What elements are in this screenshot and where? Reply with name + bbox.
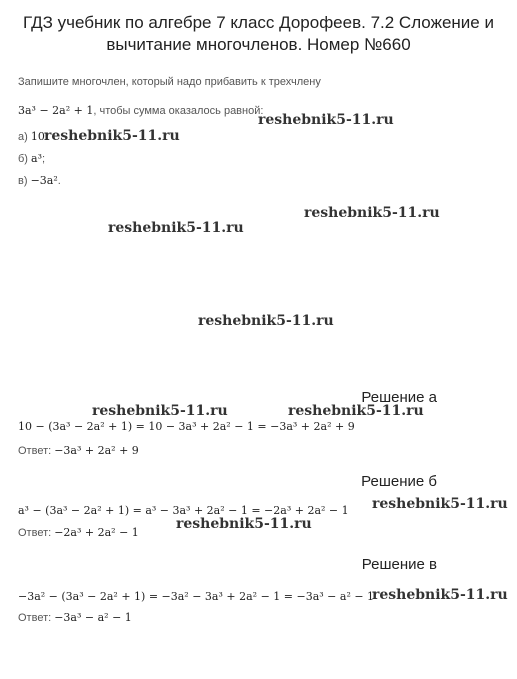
task-intro: Запишите многочлен, который надо прибавить к трехчлену [18, 76, 321, 88]
answer-value: −3a³ − a² − 1 [54, 611, 132, 624]
solution-c-answer [18, 611, 132, 624]
answer-value: −3a³ + 2a² + 9 [54, 444, 139, 457]
watermark: reshebnik5-11.ru [372, 587, 508, 603]
solution-b-answer [18, 526, 139, 539]
watermark: reshebnik5-11.ru [108, 220, 244, 236]
watermark: reshebnik5-11.ru [304, 205, 440, 221]
task-polynomial-line [18, 104, 263, 117]
task-polynomial-suffix: , чтобы сумма оказалось равной: [93, 105, 264, 117]
solution-b-equation: a³ − (3a³ − 2a² + 1) = a³ − 3a³ + 2a² − 1 = −2a³ + 2a² − 1 [18, 504, 349, 517]
watermark: reshebnik5-11.ru [92, 403, 228, 419]
task-option-b [18, 152, 45, 165]
solution-a-answer [18, 444, 139, 457]
option-a-value: 10 [30, 130, 45, 143]
task-polynomial: 3a³ − 2a² + 1 [18, 104, 94, 117]
watermark: reshebnik5-11.ru [372, 496, 508, 512]
task-option-c [18, 174, 61, 187]
task-option-a [18, 130, 45, 143]
solution-b-heading: Решение б [361, 473, 437, 490]
option-c-value: −3a² [30, 174, 58, 187]
solution-c-heading: Решение в [361, 556, 437, 573]
page-title: ГДЗ учебник по алгебре 7 класс Дорофеев. 7.2 Сложение и вычитание многочленов. Номер №660 [23, 13, 494, 54]
answer-label: Ответ: [18, 612, 55, 624]
option-b-end: ; [42, 153, 46, 165]
watermark: reshebnik5-11.ru [44, 128, 180, 144]
watermark: reshebnik5-11.ru [258, 112, 394, 128]
solution-a-heading: Решение а [361, 389, 437, 406]
option-c-label: в) [18, 175, 31, 187]
option-b-value: a³ [31, 152, 42, 165]
option-a-label: а) [18, 131, 31, 143]
answer-label: Ответ: [18, 527, 55, 539]
watermark: reshebnik5-11.ru [198, 313, 334, 329]
watermark: reshebnik5-11.ru [176, 516, 312, 532]
answer-value: −2a³ + 2a² − 1 [54, 526, 139, 539]
option-b-label: б) [18, 153, 32, 165]
watermark: reshebnik5-11.ru [288, 403, 424, 419]
answer-label: Ответ: [18, 445, 55, 457]
solution-c-equation: −3a² − (3a³ − 2a² + 1) = −3a² − 3a³ + 2a² − 1 = −3a³ − a² − 1 [18, 590, 375, 603]
solution-a-equation: 10 − (3a³ − 2a² + 1) = 10 − 3a³ + 2a² − 1 = −3a³ + 2a² + 9 [18, 420, 355, 433]
option-c-end: . [57, 175, 61, 187]
